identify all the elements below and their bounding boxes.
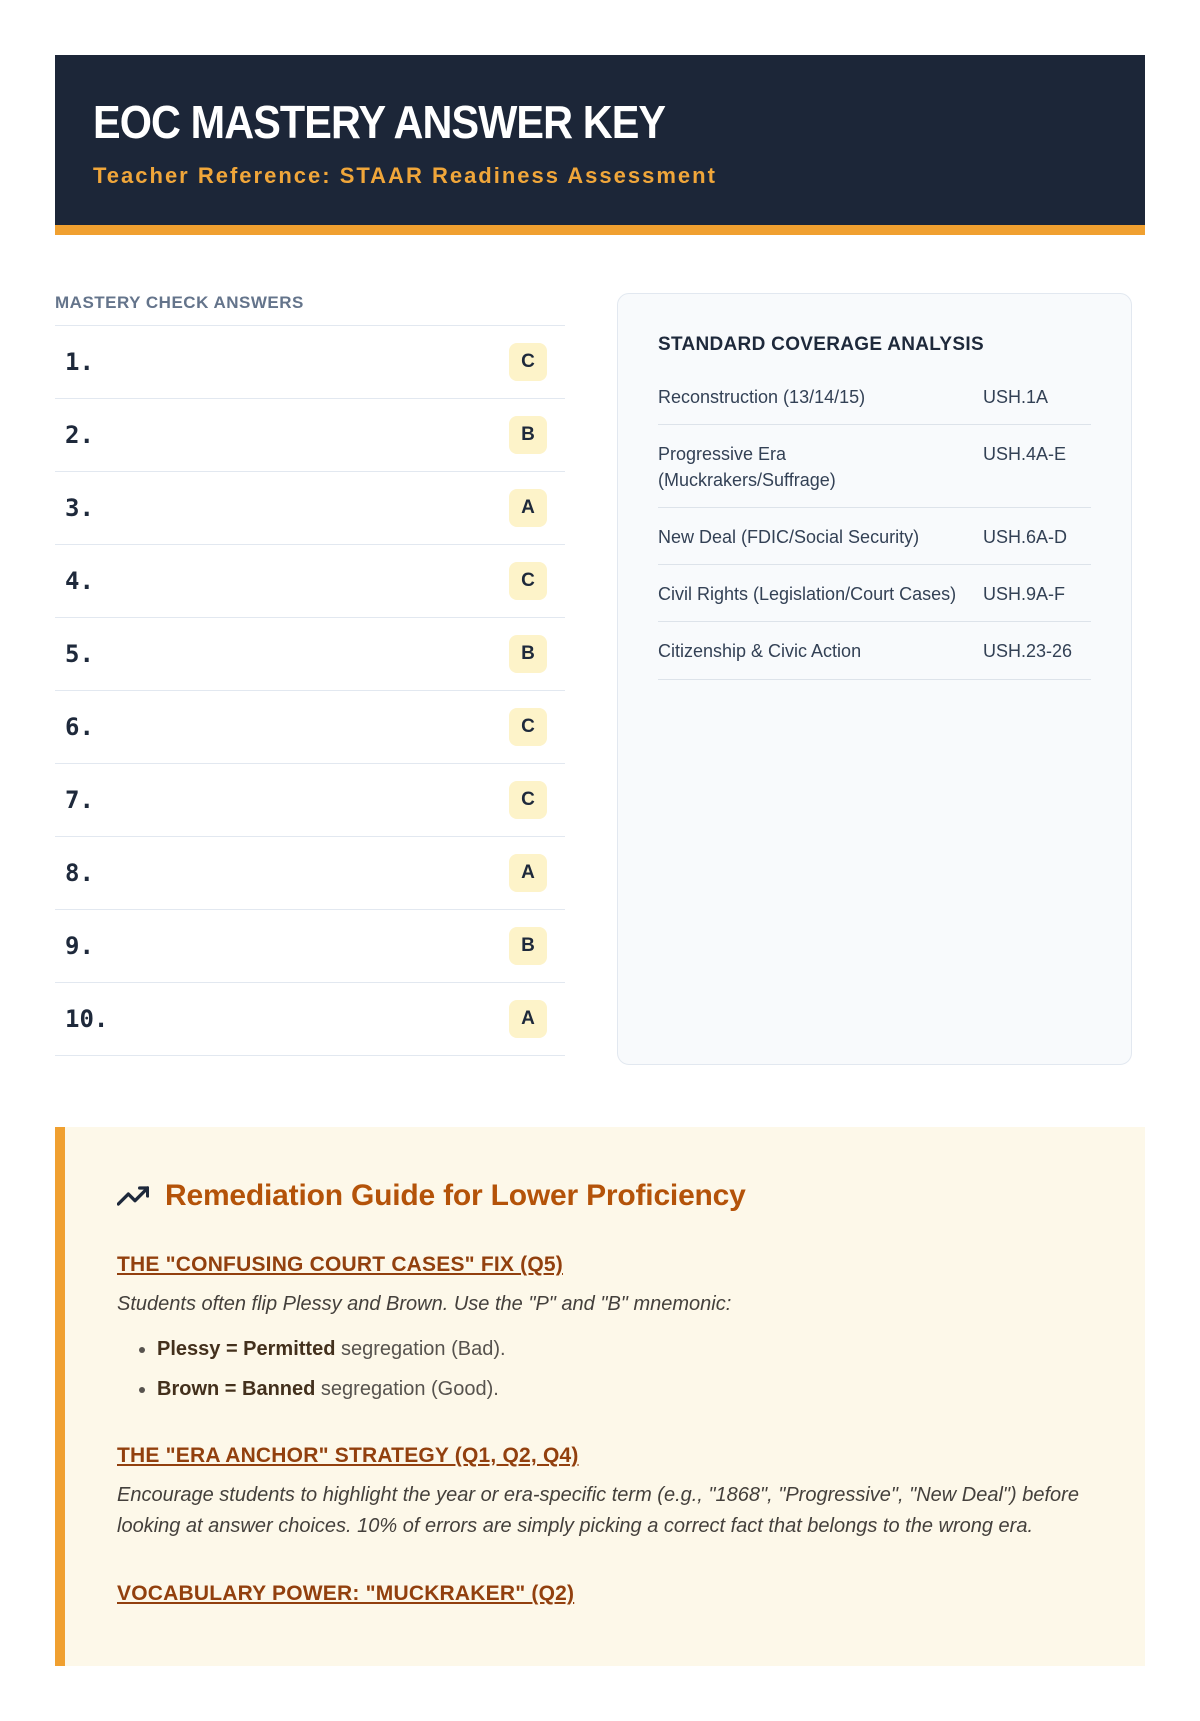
coverage-standard: USH.1A xyxy=(983,387,1049,407)
remediation-section-heading: THE "CONFUSING COURT CASES" FIX (Q5) xyxy=(117,1253,563,1276)
coverage-row xyxy=(658,425,1091,508)
remediation-title-row xyxy=(117,1179,1090,1213)
remediation-section-intro: Students often flip Plessy and Brown. Use the "P" and "B" mnemonic: xyxy=(117,1293,732,1315)
answer-row xyxy=(55,545,565,618)
question-number: 4. xyxy=(65,567,94,595)
answer-row xyxy=(55,691,565,764)
answer-row xyxy=(55,764,565,837)
list-item xyxy=(157,1374,1090,1404)
coverage-standard: USH.23-26 xyxy=(983,641,1073,662)
coverage-standard: USH.6A-D xyxy=(983,527,1068,548)
question-number: 8. xyxy=(65,859,94,887)
answer-row xyxy=(55,399,565,472)
coverage-topic: Citizenship & Civic Action xyxy=(658,641,862,662)
question-number: 10. xyxy=(65,1005,109,1033)
coverage-topic: New Deal (FDIC/Social Security) xyxy=(658,527,920,548)
mnemonic-rest: segregation (Bad). xyxy=(335,1338,506,1360)
coverage-heading: STANDARD COVERAGE ANALYSIS xyxy=(658,334,984,355)
trending-up-icon xyxy=(117,1180,149,1212)
mnemonic-bold: Plessy = Permitted xyxy=(157,1338,336,1360)
answer-badge: C xyxy=(509,781,547,819)
coverage-topic: Progressive Era (Muckrakers/Suffrage) xyxy=(658,444,836,491)
content-columns xyxy=(55,293,1145,1065)
question-number: 5. xyxy=(65,640,94,668)
answer-row xyxy=(55,618,565,691)
answer-badge: A xyxy=(509,489,547,527)
question-number: 9. xyxy=(65,932,94,960)
remediation-guide-panel xyxy=(55,1127,1145,1666)
question-number: 1. xyxy=(65,348,94,376)
answer-badge: C xyxy=(509,562,547,600)
coverage-standard: USH.9A-F xyxy=(983,584,1066,605)
mnemonic-list xyxy=(157,1334,1090,1404)
coverage-row xyxy=(658,565,1091,622)
accent-bar xyxy=(55,225,1145,235)
coverage-topic: Reconstruction (13/14/15) xyxy=(658,387,866,407)
header-banner xyxy=(55,55,1145,225)
mastery-answers-section xyxy=(55,293,565,1065)
coverage-row xyxy=(658,368,1091,425)
answer-badge: A xyxy=(509,1000,547,1038)
mnemonic-bold: Brown = Banned xyxy=(157,1378,316,1400)
coverage-row xyxy=(658,508,1091,565)
question-number: 7. xyxy=(65,786,94,814)
answer-row xyxy=(55,910,565,983)
remediation-title: Remediation Guide for Lower Proficiency xyxy=(165,1179,746,1212)
question-number: 3. xyxy=(65,494,94,522)
page-subtitle: Teacher Reference: STAAR Readiness Assessment xyxy=(93,163,717,188)
answer-row xyxy=(55,837,565,910)
remediation-section-heading: THE "ERA ANCHOR" STRATEGY (Q1, Q2, Q4) xyxy=(117,1444,579,1467)
answer-row xyxy=(55,326,565,399)
coverage-topic: Civil Rights (Legislation/Court Cases) xyxy=(658,584,957,605)
answer-badge: B xyxy=(509,635,547,673)
answer-badge: C xyxy=(509,343,547,381)
answer-badge: B xyxy=(509,927,547,965)
coverage-analysis-card xyxy=(617,293,1132,1065)
answers-heading: MASTERY CHECK ANSWERS xyxy=(55,293,565,326)
answer-row xyxy=(55,472,565,545)
coverage-row xyxy=(658,622,1091,679)
answer-row xyxy=(55,983,565,1056)
mnemonic-rest: segregation (Good). xyxy=(315,1378,499,1400)
coverage-standard: USH.4A-E xyxy=(983,444,1067,465)
list-item xyxy=(157,1334,1090,1364)
page-title: EOC MASTERY ANSWER KEY xyxy=(93,96,666,148)
answer-badge: A xyxy=(509,854,547,892)
question-number: 2. xyxy=(65,421,94,449)
question-number: 6. xyxy=(65,713,94,741)
remediation-section-heading: VOCABULARY POWER: "MUCKRAKER" (Q2) xyxy=(117,1582,575,1605)
answer-badge: C xyxy=(509,708,547,746)
remediation-section-intro: Encourage students to highlight the year or era-specific term (e.g., "1868", "Progressive", "New Deal") before looking at answer choices. 10% of errors are simply picking a correct fact that belongs to the wrong era. xyxy=(117,1484,1079,1537)
answer-badge: B xyxy=(509,416,547,454)
